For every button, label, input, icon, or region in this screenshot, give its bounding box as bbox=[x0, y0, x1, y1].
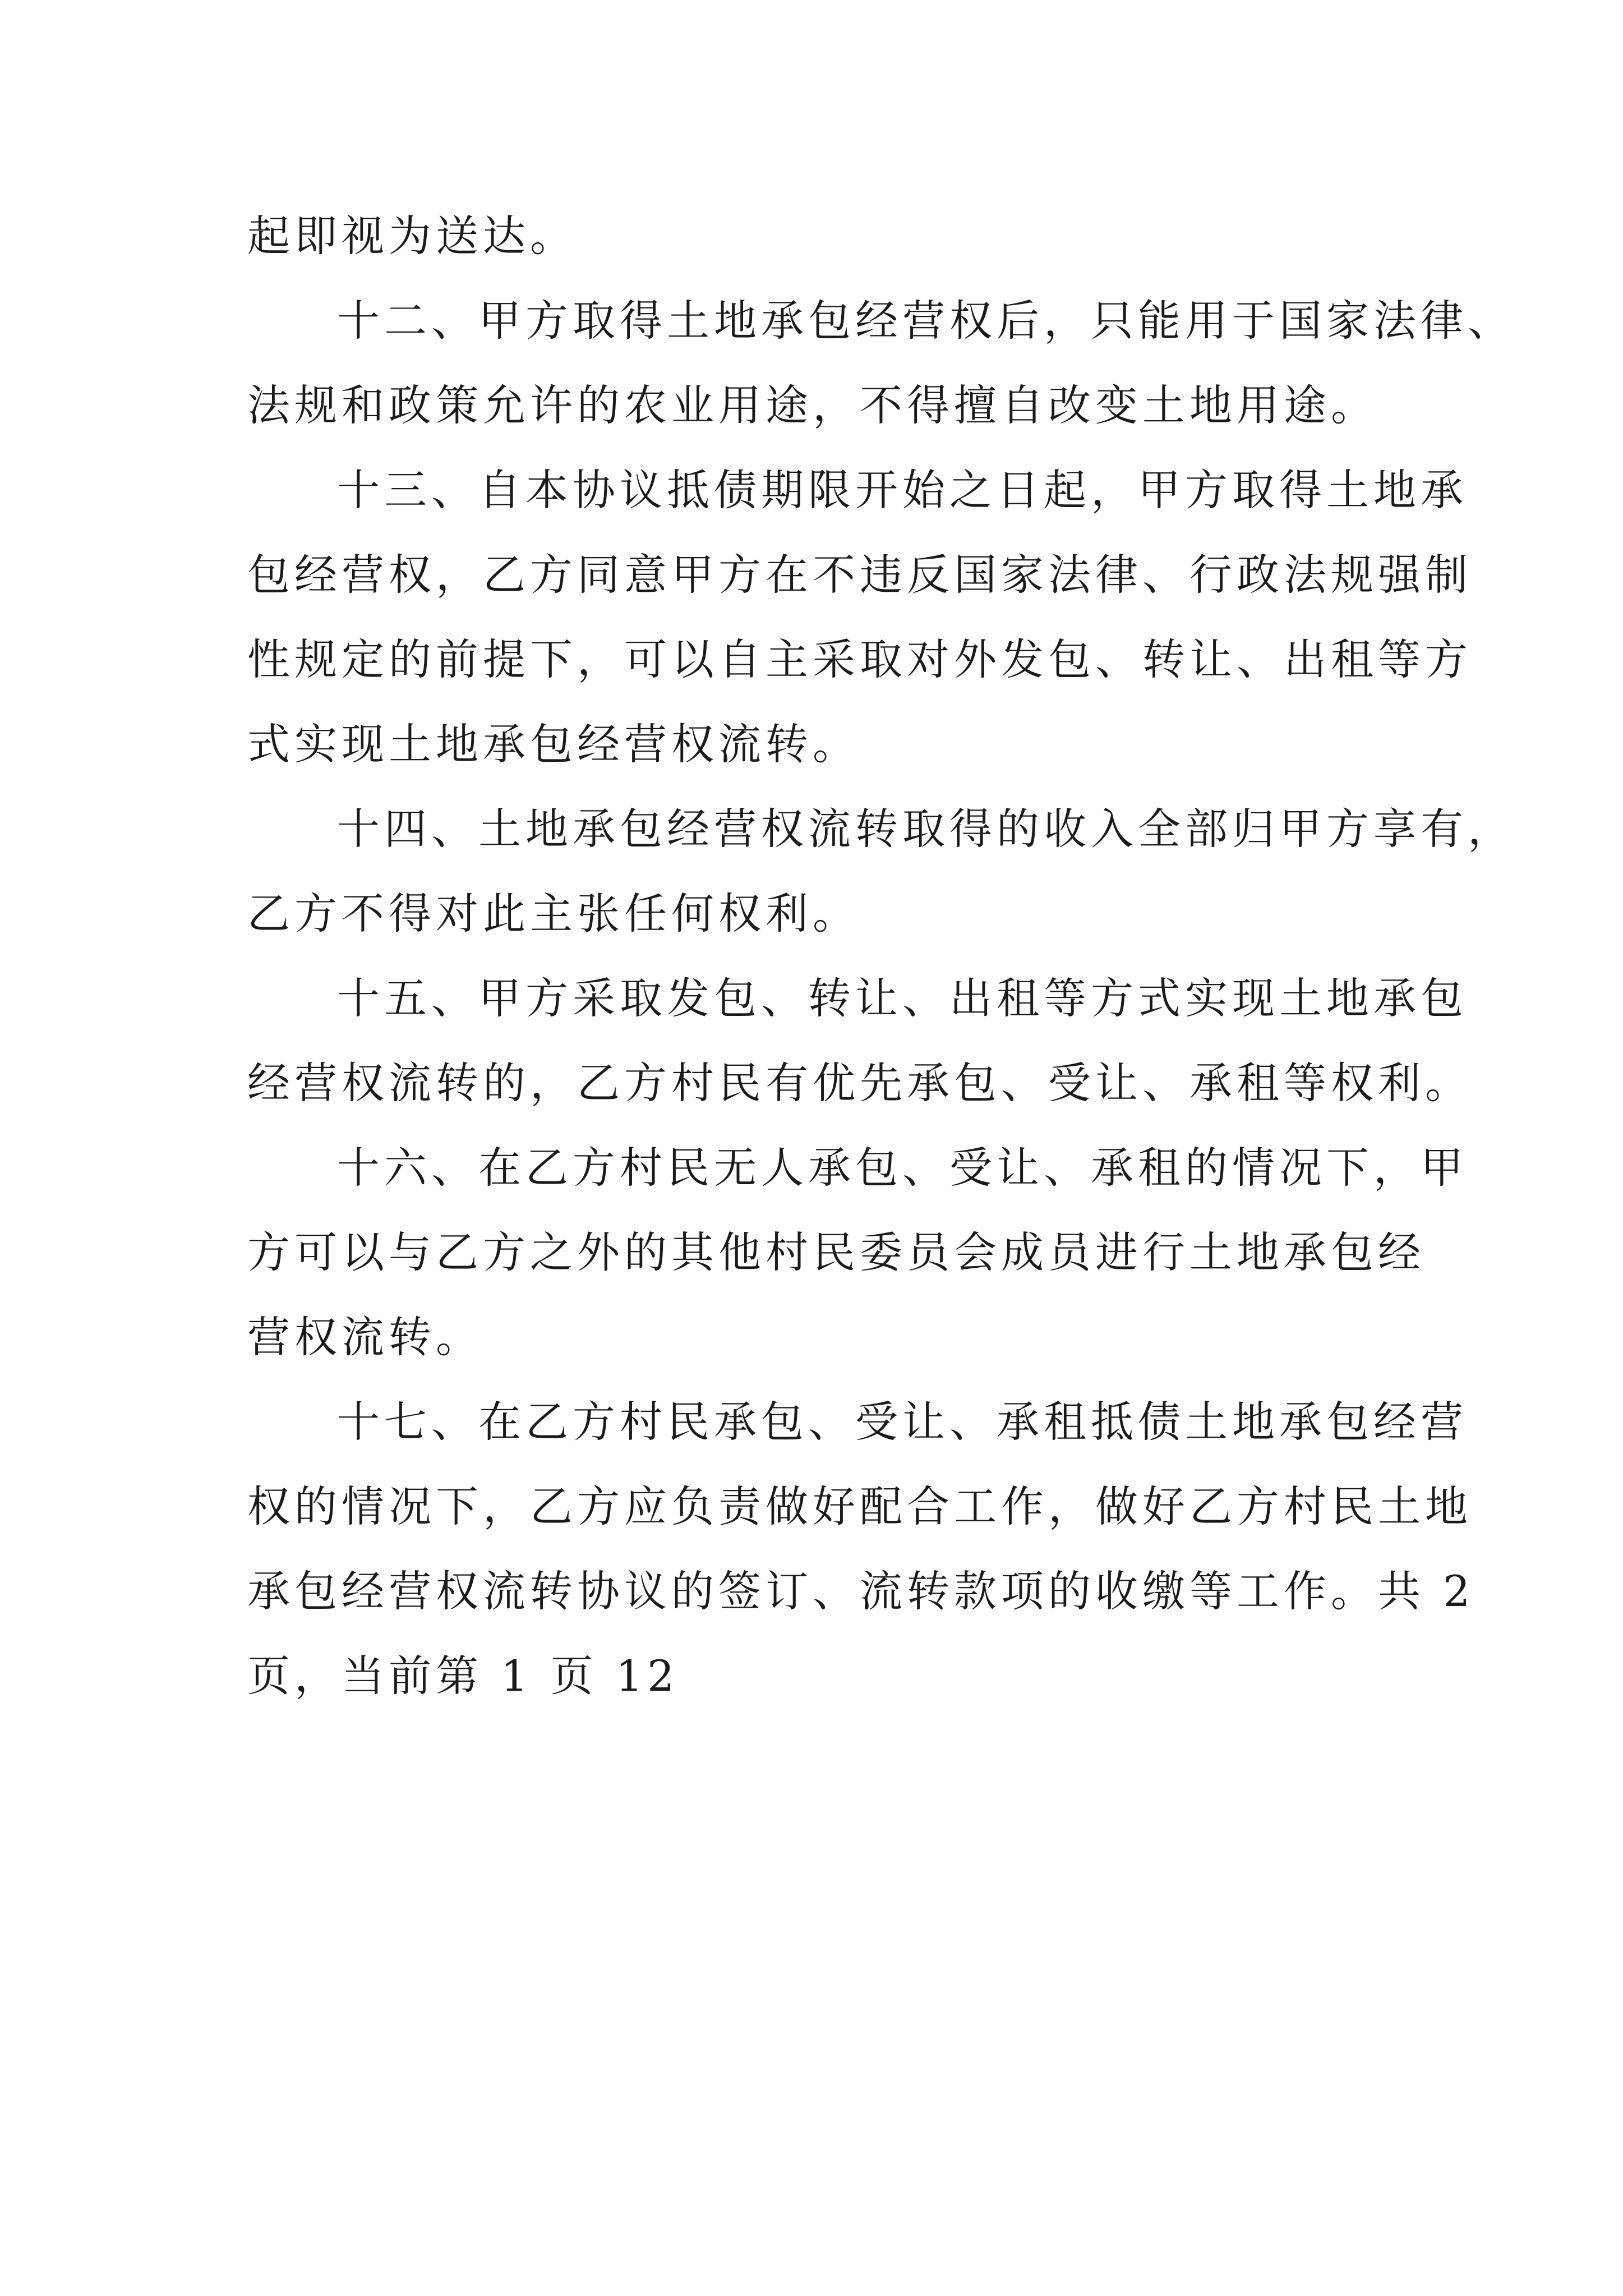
text-line: 乙方不得对此主张任何权利。 bbox=[247, 889, 860, 938]
text-line: 十二、甲方取得土地承包经营权后，只能用于国家法律、 bbox=[337, 296, 1515, 346]
text-line: 法规和政策允许的农业用途，不得擅自改变土地用途。 bbox=[247, 380, 1378, 430]
text-line: 十七、在乙方村民承包、受让、承租抵债土地承包经营 bbox=[337, 1397, 1468, 1447]
text-line: 性规定的前提下，可以自主采取对外发包、转让、出租等方 bbox=[247, 634, 1472, 684]
text-line: 经营权流转的，乙方村民有优先承包、受让、承租等权利。 bbox=[247, 1058, 1472, 1108]
text-line: 十六、在乙方村民无人承包、受让、承租的情况下，甲 bbox=[337, 1143, 1468, 1193]
text-line: 十五、甲方采取发包、转让、出租等方式实现土地承包 bbox=[337, 973, 1468, 1023]
text-line: 方可以与乙方之外的其他村民委员会成员进行土地承包经 bbox=[247, 1227, 1425, 1277]
text-line: 十三、自本协议抵债期限开始之日起，甲方取得土地承 bbox=[337, 465, 1468, 515]
text-line: 承包经营权流转协议的签订、流转款项的收缴等工作。共 2 bbox=[247, 1566, 1475, 1616]
text-line: 权的情况下，乙方应负责做好配合工作，做好乙方村民土地 bbox=[247, 1481, 1472, 1531]
text-line: 起即视为送达。 bbox=[247, 211, 577, 261]
text-line: 包经营权，乙方同意甲方在不违反国家法律、行政法规强制 bbox=[247, 550, 1472, 600]
text-line: 营权流转。 bbox=[247, 1312, 483, 1362]
text-line: 式实现土地承包经营权流转。 bbox=[247, 719, 860, 769]
text-line: 十四、土地承包经营权流转取得的收入全部归甲方享有， bbox=[337, 804, 1515, 854]
page-counter-line: 页，当前第 1 页 12 bbox=[247, 1651, 679, 1701]
document-body bbox=[247, 194, 1515, 1718]
